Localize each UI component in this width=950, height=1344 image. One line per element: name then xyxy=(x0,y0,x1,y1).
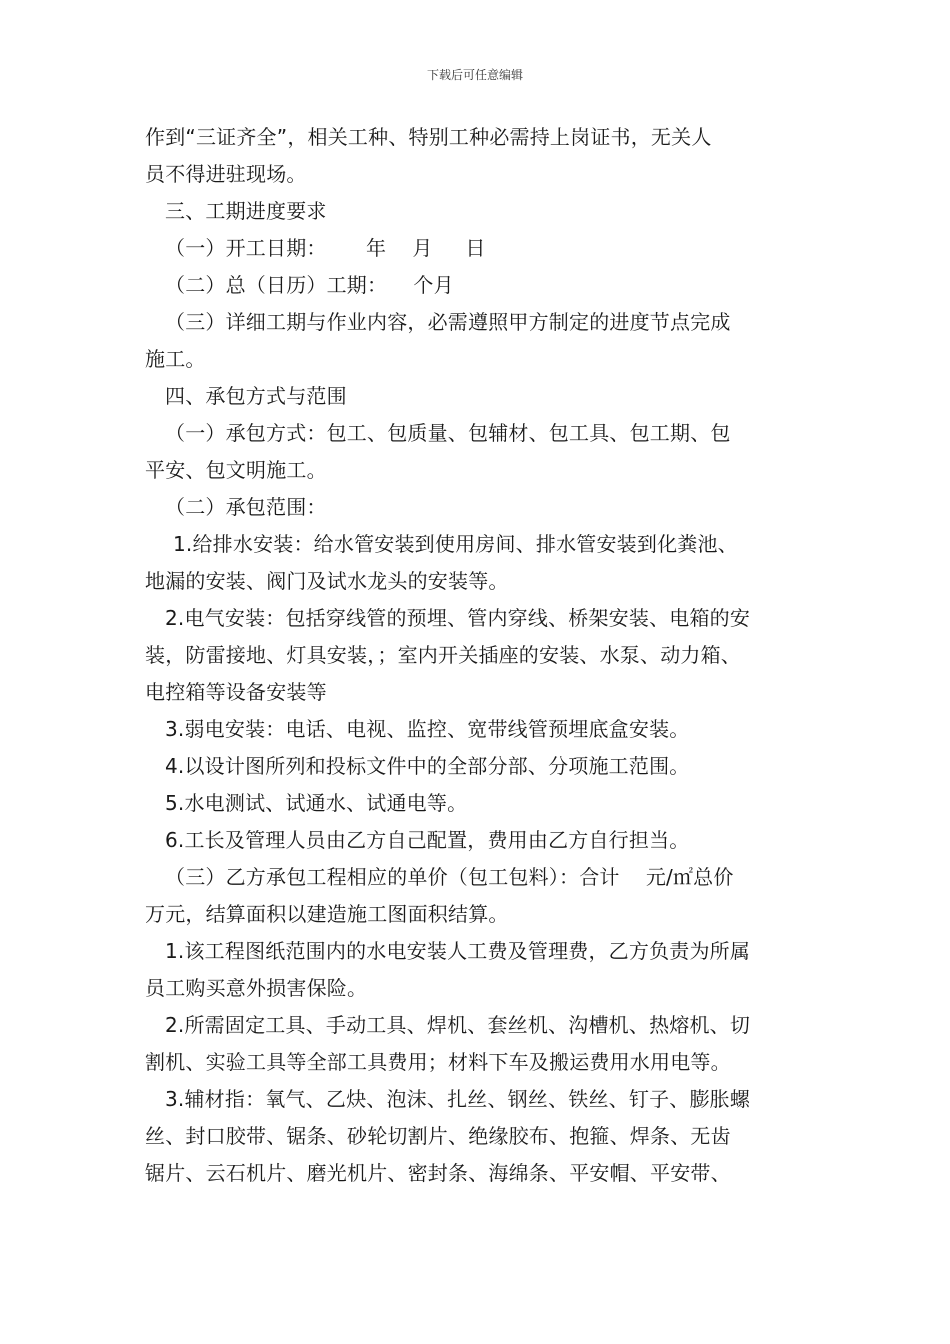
document-body xyxy=(145,119,825,1192)
text-line: 四、承包方式与范围 xyxy=(165,384,347,408)
text-line: 2.电气安装：包括穿线管的预埋、管内穿线、桥架安装、电箱的安 xyxy=(165,606,751,630)
text-line: 6.工长及管理人员由乙方自己配置，费用由乙方自行担当。 xyxy=(165,828,690,852)
text-line: 装，防雷接地、灯具安装，；室内开关插座的安装、水泵、动力箱、 xyxy=(145,643,741,667)
text-line: （一）开工日期： 年 月 日 xyxy=(165,236,486,260)
text-line: （二）总（日历）工期： 个月 xyxy=(165,273,454,297)
text-line: 3.辅材指：氧气、乙炔、泡沫、扎丝、钢丝、铁丝、钉子、膨胀螺 xyxy=(165,1087,751,1111)
text-line: （二）承包范围： xyxy=(165,495,327,519)
text-line: 员不得进驻现场。 xyxy=(145,162,307,186)
text-line: 2.所需固定工具、手动工具、焊机、套丝机、沟槽机、热熔机、切 xyxy=(165,1013,751,1037)
text-line: 4.以设计图所列和投标文件中的全部分部、分项施工范围。 xyxy=(165,754,690,778)
text-line: 地漏的安装、阀门及试水龙头的安装等。 xyxy=(145,569,509,593)
text-line: 员工购买意外损害保险。 xyxy=(145,976,368,1000)
text-line: 3.弱电安装：电话、电视、监控、宽带线管预埋底盒安装。 xyxy=(165,717,690,741)
page-header: 下载后可任意编辑 xyxy=(426,68,523,82)
text-line: 万元，结算面积以建造施工图面积结算。 xyxy=(145,902,509,926)
text-line: （三）详细工期与作业内容，必需遵照甲方制定的进度节点完成 xyxy=(165,310,731,334)
text-line: 1.该工程图纸范围内的水电安装人工费及管理费，乙方负责为所属 xyxy=(165,939,751,963)
text-line: （三）乙方承包工程相应的单价（包工包料）：合计 元/㎡总价 xyxy=(165,865,734,889)
text-line: （一）承包方式：包工、包质量、包辅材、包工具、包工期、包 xyxy=(165,421,731,445)
text-line: 平安、包文明施工。 xyxy=(145,458,327,482)
text-line: 5.水电测试、试通水、试通电等。 xyxy=(165,791,468,815)
text-line: 1.给排水安装：给水管安装到使用房间、排水管安装到化粪池、 xyxy=(173,532,738,556)
text-line: 丝、封口胶带、锯条、砂轮切割片、绝缘胶布、抱箍、焊条、无齿 xyxy=(145,1124,731,1148)
text-line: 锯片、云石机片、磨光机片、密封条、海绵条、平安帽、平安带、 xyxy=(145,1161,731,1185)
text-line: 割机、实验工具等全部工具费用；材料下车及搬运费用水用电等。 xyxy=(145,1050,731,1074)
text-line: 电控箱等设备安装等 xyxy=(145,680,327,704)
text-line: 作到“三证齐全”，相关工种、特别工种必需持上岗证书，无关人 xyxy=(145,125,712,149)
text-line: 施工。 xyxy=(145,347,206,371)
text-line: 三、工期进度要求 xyxy=(165,199,327,223)
